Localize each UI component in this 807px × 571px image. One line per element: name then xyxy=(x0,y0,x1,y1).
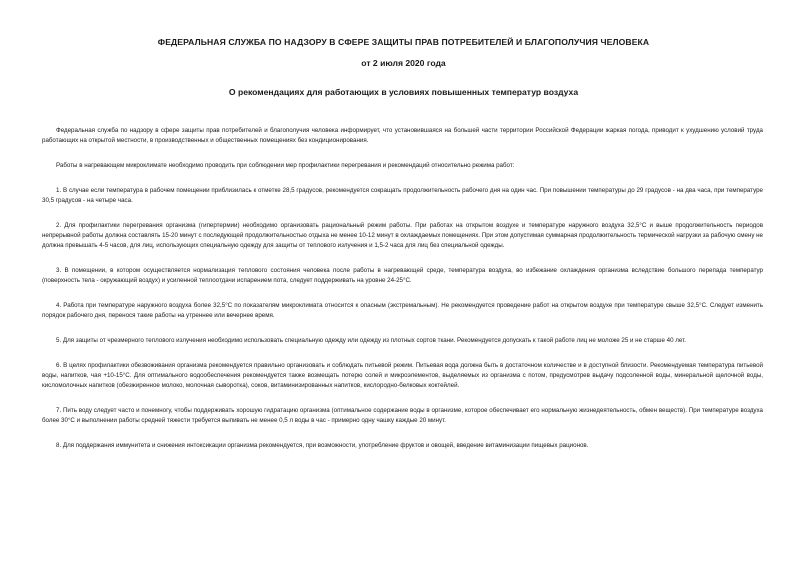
recommendation-item-2: 2. Для профилактики перегревания организма (гипертермии) необходимо организовать рациональный режим работы. При работах на открытом воздухе и температуре наружного воздуха 32,5°С и выше продолжительность периодов непрерывной работы должна составлять 15-20 минут с последующей продолжительностью отдыха не менее 10-12 минут в охлаждаемых помещениях. При этом допустимая суммарная продолжительность термической нагрузки за рабочую смену не должна превышать 4-5 часов, для лиц, использующих специальную одежду для защиты от теплового излучения и 1,5-2 часа для лиц без специальной одежды. xyxy=(42,222,763,249)
document-date: от 2 июля 2020 года xyxy=(361,58,446,68)
recommendation-item-8: 8. Для поддержания иммунитета и снижения интоксикации организма рекомендуется, при возможности, употребление фруктов и овощей, введение витаминизации пищевых рационов. xyxy=(56,442,589,449)
document-body xyxy=(42,126,763,466)
recommendation-item-7: 7. Пить воду следует часто и понемногу, чтобы поддерживать хорошую гидратацию организма (оптимальное содержание воды в организме, которое обеспечивает его нормальную жизнедеятельность, обмен веществ). При температуре воздуха более 30°С и выполнении работы средней тяжести требуется выпивать не менее 0,5 л воды в час - примерно одну чашку каждые 20 минут. xyxy=(42,407,763,424)
recommendation-item-6: 6. В целях профилактики обезвоживания организма рекомендуется правильно организовать и соблюдать питьевой режим. Питьевая вода должна быть в достаточном количестве и в доступной близости. Рекомендуемая температура питьевой воды, напитков, чая +10-15°С. Для оптимального водообеспечения рекомендуется также возмещать потерю солей и микроэлементов, выделяемых из организма с потом, предусмотрев выдачу подсоленной воды, минеральной щелочной воды, кисломолочных напитков (обезжиренное молоко, молочная сыворотка), соков, витаминизированных напитков, кислородно-белковых коктейлей. xyxy=(42,362,763,389)
agency-name: ФЕДЕРАЛЬНАЯ СЛУЖБА ПО НАДЗОРУ В СФЕРЕ ЗАЩИТЫ ПРАВ ПОТРЕБИТЕЛЕЙ И БЛАГОПОЛУЧИЯ ЧЕЛОВЕКА xyxy=(157,37,650,47)
intro-paragraph: Федеральная служба по надзору в сфере защиты прав потребителей и благополучия человека информирует, что установившаяся на большей части территории Российской Федерации жаркая погода, приводит к ухудшению условий труда работающих на открытой местности, в производственных и общественных помещениях без кондиционирования. xyxy=(42,127,763,144)
recommendation-item-1: 1. В случае если температура в рабочем помещении приблизилась к отметке 28,5 градусов, рекомендуется сокращать продолжительность рабочего дня на один час. При повышении температуры до 29 градусов - на два часа, при температуре 30,5 градусов - на четыре часа. xyxy=(42,187,763,204)
recommendation-item-3: 3. В помещении, в котором осуществляется нормализация теплового состояния человека после работы в нагревающей среде, температура воздуха, во избежание охлаждения организма вследствие большого перепада температур (поверхность тела - окружающий воздух) и усиленной теплоотдачи испарением пота, следует поддерживать на уровне 24-25°С. xyxy=(42,267,763,284)
recommendation-item-5: 5. Для защиты от чрезмерного теплового излучения необходимо использовать специальную одежду или одежду из плотных сортов ткани. Рекомендуется допускать к такой работе лиц не моложе 25 и не старше 40 лет. xyxy=(56,337,686,344)
recommendation-item-4: 4. Работа при температуре наружного воздуха более 32,5°С по показателям микроклимата относится к опасным (экстремальным). Не рекомендуется проведение работ на открытом воздухе при температуре свыше 32,5°С. Следует изменить порядок рабочего дня, перенося такие работы на утреннее или вечернее время. xyxy=(42,302,763,319)
document-title: О рекомендациях для работающих в условиях повышенных температур воздуха xyxy=(228,87,579,97)
preamble-paragraph: Работы в нагревающем микроклимате необходимо проводить при соблюдении мер профилактики перегревания и рекомендаций относительно режима работ: xyxy=(56,162,515,169)
